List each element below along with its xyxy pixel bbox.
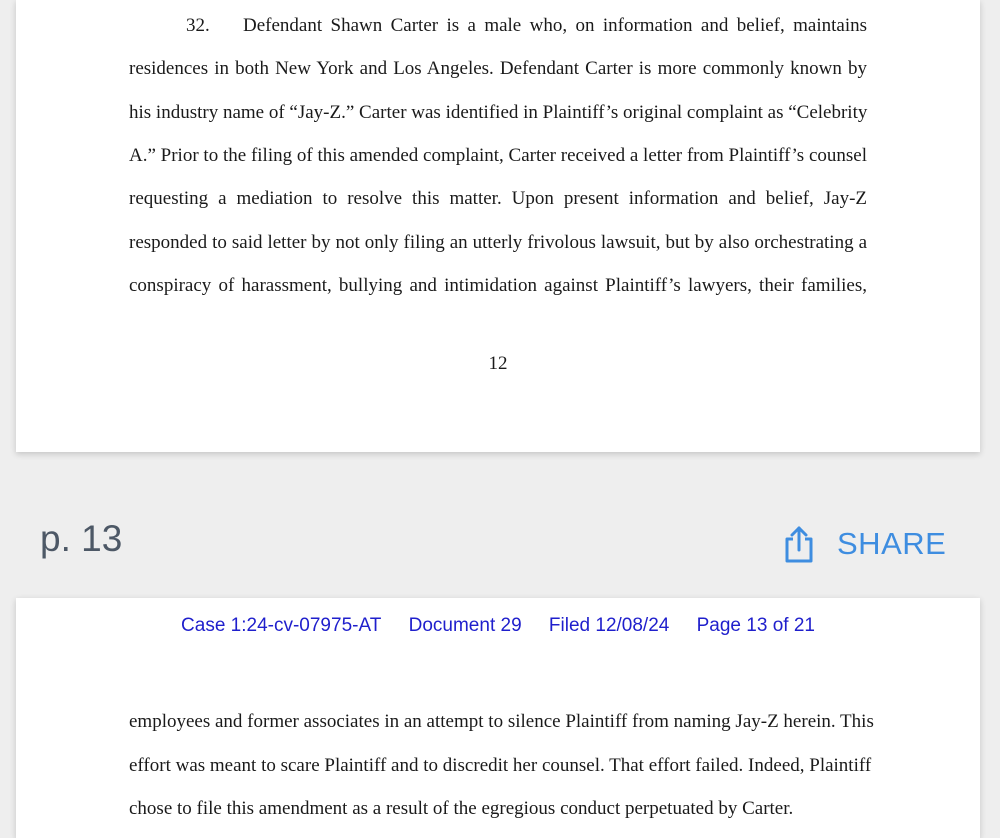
page-count: Page 13 of 21 bbox=[696, 615, 815, 636]
document-number: Document 29 bbox=[408, 615, 522, 636]
text-line: effort was meant to scare Plaintiff and to discredit her counsel. That effort failed. Indeed, Plaintiff bbox=[129, 755, 872, 776]
text-line: chose to file this amendment as a result of the egregious conduct perpetuated by Carter. bbox=[129, 798, 794, 819]
text-line-content: Defendant Shawn Carter is a male who, on information and belief, maintains bbox=[243, 15, 867, 36]
text-line: A.” Prior to the filing of this amended complaint, Carter received a letter from Plaintiff’s counsel bbox=[129, 145, 867, 166]
filed-date: Filed 12/08/24 bbox=[548, 615, 670, 636]
case-header bbox=[16, 615, 980, 637]
document-page-13 bbox=[16, 598, 980, 838]
share-button[interactable] bbox=[782, 524, 946, 564]
text-line: employees and former associates in an attempt to silence Plaintiff from naming Jay-Z herein. This bbox=[129, 711, 874, 732]
text-line: responded to said letter by not only filing an utterly frivolous lawsuit, but by also orchestrating a bbox=[129, 232, 867, 253]
text-line: residences in both New York and Los Angeles. Defendant Carter is more commonly known by bbox=[129, 58, 867, 79]
text-line: requesting a mediation to resolve this matter. Upon present information and belief, Jay-Z bbox=[129, 188, 867, 209]
paragraph-number: 32. bbox=[186, 15, 210, 36]
share-label: SHARE bbox=[837, 526, 947, 561]
page-separator bbox=[0, 452, 1000, 598]
text-line: conspiracy of harassment, bullying and intimidation against Plaintiff’s lawyers, their families, bbox=[129, 275, 867, 296]
text-line: his industry name of “Jay-Z.” Carter was identified in Plaintiff’s original complaint as “Celebrity bbox=[129, 102, 868, 123]
text-line bbox=[129, 14, 867, 38]
share-icon bbox=[782, 524, 816, 564]
page-label: p. 13 bbox=[40, 518, 123, 559]
case-number: Case 1:24-cv-07975-AT bbox=[181, 615, 382, 636]
page-number: 12 bbox=[488, 353, 508, 374]
document-page-12 bbox=[16, 0, 980, 452]
